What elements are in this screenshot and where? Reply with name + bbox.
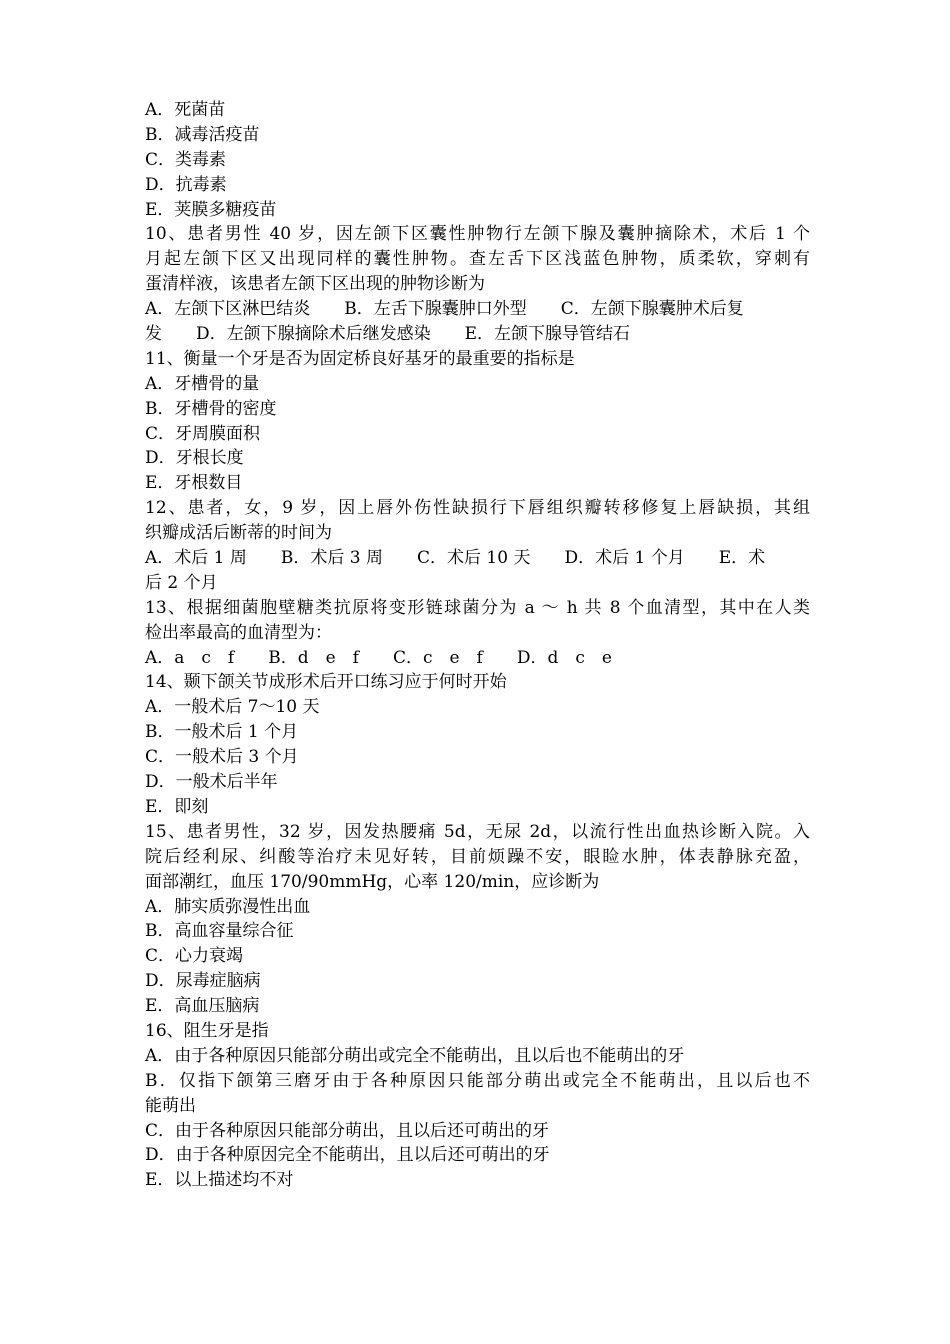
option-line: E．以上描述均不对 <box>145 1170 294 1191</box>
option-line: 发 D．左颌下腺摘除术后继发感染 E．左颌下腺导管结石 <box>145 324 631 345</box>
option-line: A．一般术后 7～10 天 <box>145 697 320 718</box>
question-15-line: 15、患者男性，32 岁，因发热腰痛 5d，无尿 2d，以流行性出血热诊断入院。入 <box>145 821 810 842</box>
option-line: D．牙根长度 <box>145 448 244 469</box>
document-page <box>145 98 810 1193</box>
option-line: A．a c f B．d e f C．c e f D．d c e <box>145 647 612 668</box>
question-12-line: 织瓣成活后断蒂的时间为 <box>145 523 332 544</box>
question-13-line: 检出率最高的血清型为： <box>145 622 332 643</box>
option-line: D．一般术后半年 <box>145 772 278 793</box>
question-15-line: 院后经利尿、纠酸等治疗未见好转，目前烦躁不安，眼睑水肿，体表静脉充盈， <box>145 846 810 867</box>
option-line: E．即刻 <box>145 796 209 817</box>
option-line: C．类毒素 <box>145 149 227 170</box>
question-13-line: 13、根据细菌胞壁糖类抗原将变形链球菌分为 a ～ h 共 8 个血清型，其中在人类 <box>145 597 811 618</box>
option-line: 能萌出 <box>145 1095 196 1116</box>
option-line: A．肺实质弥漫性出血 <box>145 896 311 917</box>
question-10-line: 10、患者男性 40 岁，因左颌下区囊性肿物行左颌下腺及囊肿摘除术，术后 1 个 <box>145 224 810 245</box>
option-line: E．高血压脑病 <box>145 996 260 1017</box>
option-line: D．尿毒症脑病 <box>145 971 261 992</box>
question-10-line: 蛋清样液，该患者左颌下区出现的肿物诊断为 <box>145 274 485 295</box>
option-line: D．由于各种原因完全不能萌出，且以后还可萌出的牙 <box>145 1145 550 1166</box>
option-line: A．术后 1 周 B．术后 3 周 C．术后 10 天 D．术后 1 个月 E．术 <box>145 548 766 569</box>
option-line: A．死菌苗 <box>145 100 226 120</box>
question-10-line: 月起左颌下区又出现同样的囊性肿物。查左舌下区浅蓝色肿物，质柔软，穿刺有 <box>145 249 810 270</box>
option-line: A．由于各种原因只能部分萌出或完全不能萌出，且以后也不能萌出的牙 <box>145 1045 685 1066</box>
option-line: A．左颌下区淋巴结炎 B．左舌下腺囊肿口外型 C．左颌下腺囊肿术后复 <box>145 299 744 320</box>
question-14-line: 14、颞下颌关节成形术后开口练习应于何时开始 <box>145 672 507 693</box>
option-line: B．仅指下颌第三磨牙由于各种原因只能部分萌出或完全不能萌出，且以后也不 <box>145 1070 810 1091</box>
option-line: C．由于各种原因只能部分萌出，且以后还可萌出的牙 <box>145 1120 550 1141</box>
option-line: C．牙周膜面积 <box>145 423 261 444</box>
option-line: C．一般术后 3 个月 <box>145 747 299 768</box>
question-11-line: 11、衡量一个牙是否为固定桥良好基牙的最重要的指标是 <box>145 348 575 369</box>
option-line: 后 2 个月 <box>145 572 218 593</box>
question-12-line: 12、患者，女，9 岁，因上唇外伤性缺损行下唇组织瓣转移修复上唇缺损，其组 <box>145 498 810 519</box>
option-line: B．减毒活疫苗 <box>145 124 260 145</box>
option-line: D．抗毒素 <box>145 174 227 195</box>
option-line: B．牙槽骨的密度 <box>145 398 277 419</box>
option-line: B．高血容量综合征 <box>145 921 294 942</box>
option-line: B．一般术后 1 个月 <box>145 722 299 743</box>
question-16-line: 16、阻生牙是指 <box>145 1020 269 1041</box>
option-line: E．牙根数目 <box>145 473 243 494</box>
option-line: E．荚膜多糖疫苗 <box>145 199 277 220</box>
question-15-line: 面部潮红，血压 170/90mmHg，心率 120/min，应诊断为 <box>145 871 600 892</box>
option-line: A．牙槽骨的量 <box>145 373 260 394</box>
option-line: C．心力衰竭 <box>145 946 244 967</box>
